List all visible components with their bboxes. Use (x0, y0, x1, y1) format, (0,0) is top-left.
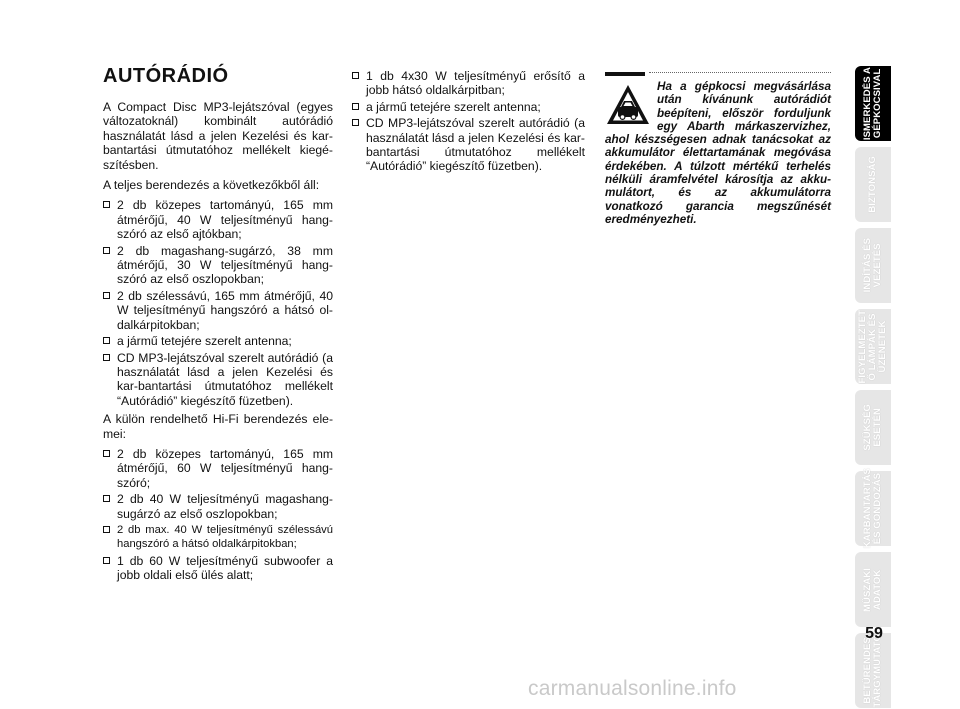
hifi-components-list (103, 447, 333, 583)
tab-inditas[interactable]: INDÍTÁS ÉS VEZETÉS (855, 228, 891, 303)
watermark: carmanualsonline.info (528, 677, 737, 700)
tab-karbantartas[interactable]: KARBANTARTÁS ÉS GONDOZÁS (855, 471, 891, 546)
tab-muszaki[interactable]: MŰSZAKI ADATOK (855, 552, 891, 627)
warning-divider (605, 72, 831, 77)
section-title: AUTÓRÁDIÓ (103, 65, 229, 87)
warning-box (605, 80, 831, 226)
list-item: 2 db közepes tartományú, 165 mm átmérőjű, 40 W teljesítményű hang-szóró az első ajtókban; (103, 198, 333, 241)
tab-szukseg[interactable]: SZÜKSÉG ESETÉN (855, 390, 891, 465)
checkbox-bullet-icon (103, 247, 110, 254)
standard-components-list (103, 198, 333, 408)
tab-betu[interactable]: BETŰRENDES TÁRGYMUTATÓ (855, 633, 891, 708)
list-item: 1 db 4x30 W teljesítményű erősítő a jobb hátsó oldalkárpitban; (352, 69, 585, 98)
list-item: CD MP3-lejátszóval szerelt autórádió (a használatát lásd a jelen Kezelési és kar-bantartási útmutatóhoz mellékelt “Autórádió” kiegészítő füzetben). (103, 351, 333, 409)
list-item: 2 db magashang-sugárzó, 38 mm átmérőjű, 30 W teljesítményű hang-szóró az első oszlopokban; (103, 244, 333, 287)
warning-car-icon (605, 83, 651, 127)
checkbox-bullet-icon (103, 337, 110, 344)
list-item: 2 db 40 W teljesítményű magashang-sugárzó az első oszlopokban; (103, 492, 333, 521)
tab-biztonsag[interactable]: BIZTONSÁG (855, 147, 891, 222)
list-item: 2 db szélessávú, 165 mm átmérőjű, 40 W teljesítményű hangszóró a hátsó ol-dalkárpitokban; (103, 289, 333, 332)
column-middle (352, 69, 585, 178)
column-left (103, 64, 333, 587)
checkbox-bullet-icon (103, 557, 110, 564)
hifi-heading: A külön rendelhető Hi-Fi berendezés ele-mei: (103, 412, 333, 441)
checkbox-bullet-icon (103, 292, 110, 299)
intro-paragraph: A Compact Disc MP3-lejátszóval (egyes változatoknál) kombinált autórádió használatát lásd a jelen Kezelési és kar-bantartási útmutatóhoz mellékelt kiegé-szítésben. (103, 100, 333, 172)
hifi-components-list-continued (352, 69, 585, 174)
list-item: 2 db max. 40 W teljesítményű szélessávú hangszóró a hátsó oldalkárpitokban; (103, 523, 333, 552)
page-number: 59 (865, 625, 883, 642)
checkbox-bullet-icon (103, 450, 110, 457)
checkbox-bullet-icon (103, 526, 110, 533)
checkbox-bullet-icon (103, 201, 110, 208)
checkbox-bullet-icon (103, 495, 110, 502)
tab-figyelmezteto[interactable]: FIGYELMEZTET Ő LÁMPÁK ÉS ÜZENETEK (855, 309, 891, 384)
list-item: a jármű tetejére szerelt antenna; (103, 334, 333, 348)
checkbox-bullet-icon (352, 72, 359, 79)
tab-ismerkedes[interactable]: ISMERKEDÉS A GÉPKOCSIVAL (855, 66, 891, 141)
list-item: CD MP3-lejátszóval szerelt autórádió (a használatát lásd a jelen Kezelési és kar-bantartási útmutatóhoz mellékelt “Autórádió” kiegészítő füzetben). (352, 116, 585, 174)
checkbox-bullet-icon (352, 103, 359, 110)
components-heading: A teljes berendezés a következőkből áll: (103, 178, 320, 193)
list-item: 2 db közepes tartományú, 165 mm átmérőjű, 60 W teljesítményű hang-szóró; (103, 447, 333, 490)
checkbox-bullet-icon (352, 119, 359, 126)
checkbox-bullet-icon (103, 354, 110, 361)
list-item: 1 db 60 W teljesítményű subwoofer a jobb oldali első ülés alatt; (103, 554, 333, 583)
list-item: a jármű tetejére szerelt antenna; (352, 100, 585, 114)
warning-text: Ha a gépkocsi megvásárlása után kívánunk autórádiót beépíteni, először forduljunk egy Abarth márkaszervizhez, ahol készségesen adnak tanácsokat az akkumulátor élettartamának megóvása érdekében. A túlzott mértékű terhelés nélküli áramfelvétel károsítja az akku-mulátort, és az akkumulátorra vonatkozó garancia megszűnését eredményezheti. (605, 80, 831, 226)
